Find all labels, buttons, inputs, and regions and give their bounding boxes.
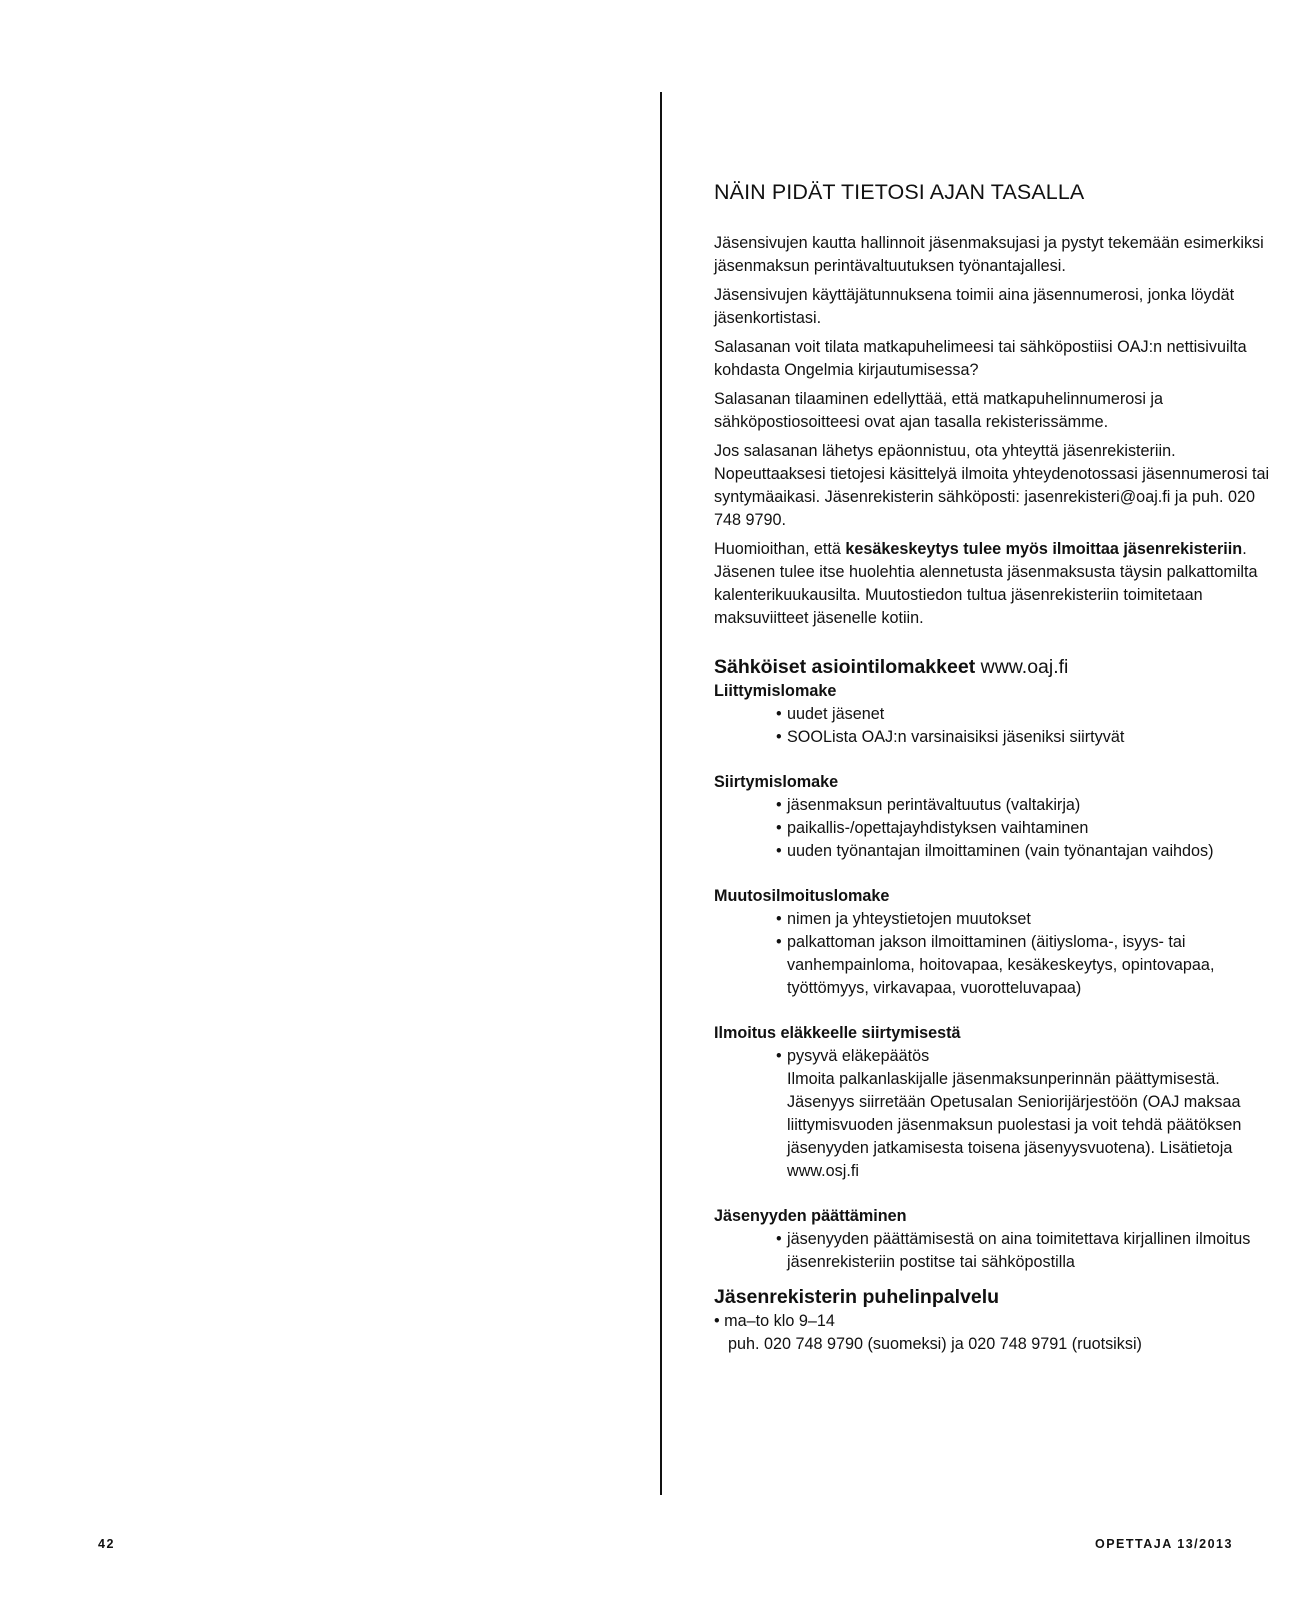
intro-paragraph: Jos salasanan lähetys epäonnistuu, ota yhteyttä jäsenrekisteriin. Nopeuttaaksesi tietojesi käsittelyä ilmoita yhteydenotossasi jäsennumerosi tai syntymäaikasi. Jäsenrekisterin sähköposti: jasenrekisteri@oaj.fi ja puh. 020 748 9790.: [714, 442, 1270, 529]
intro-paragraph: Jäsensivujen käyttäjätunnuksena toimii aina jäsennumerosi, jonka löydät jäsenkortistasi.: [714, 286, 1235, 327]
publication-footer: OPETTAJA 13/2013: [1095, 1537, 1233, 1551]
phone-hours: • ma–to klo 9–14: [714, 1312, 835, 1330]
column-divider: [660, 92, 662, 1495]
list-item: • SOOLista OAJ:n varsinaisiksi jäseniksi siirtyvät: [776, 726, 1284, 749]
list-item: • jäsenyyden päättämisestä on aina toimitettava kirjallinen ilmoitus jäsenrekisteriin postitse tai sähköpostilla: [776, 1228, 1284, 1274]
intro-text: [714, 232, 1284, 630]
intro-paragraph: Salasanan voit tilata matkapuhelimeesi tai sähköpostiisi OAJ:n nettisivuilta kohdasta Ongelmia kirjautumisessa?: [714, 338, 1247, 379]
phone-service-title: Jäsenrekisterin puhelinpalvelu: [714, 1286, 1000, 1308]
list-item: • pysyvä eläkepäätös: [776, 1045, 1284, 1068]
list-item: • uudet jäsenet: [776, 703, 1284, 726]
list-item: • palkattoman jakson ilmoittaminen (äitiysloma-, isyys- tai vanhempainloma, hoitovapaa, kesäkeskeytys, opintovapaa, työttömyys, virkavapaa, vuorotteluvapaa): [776, 931, 1284, 1000]
oaj-url: www.oaj.fi: [975, 656, 1069, 678]
list-item: • paikallis-/opettajayhdistyksen vaihtaminen: [776, 817, 1284, 840]
phone-numbers: puh. 020 748 9790 (suomeksi) ja 020 748 9791 (ruotsiksi): [728, 1335, 1142, 1353]
article-column: [714, 178, 1284, 1356]
note-emphasis: kesäkeskeytys tulee myös ilmoittaa jäsenrekisteriin: [845, 540, 1243, 558]
retirement-note: Ilmoita palkanlaskijalle jäsenmaksunperinnän päättymisestä. Jäsenyys siirretään Opetusalan Seniorijärjestöön (OAJ maksaa liittymisvuoden jäsenmaksun puolestasi ja voit tehdä päätöksen jäsenyyden jatkamisesta toisena jäsenyysvuotena). Lisätietoja www.osj.fi: [787, 1070, 1242, 1180]
form-block-elakkeelle: [714, 1022, 1284, 1183]
intro-paragraph: Salasanan tilaaminen edellyttää, että matkapuhelinnumerosi ja sähköpostiosoitteesi ovat ajan tasalla rekisterissämme.: [714, 390, 1164, 431]
list-item: • jäsenmaksun perintävaltuutus (valtakirja): [776, 794, 1284, 817]
form-name: Ilmoitus eläkkeelle siirtymisestä: [714, 1024, 961, 1042]
form-name: Siirtymislomake: [714, 773, 839, 791]
form-name: Jäsenyyden päättäminen: [714, 1207, 907, 1225]
form-block-siirtymislomake: [714, 771, 1284, 863]
list-item: • nimen ja yhteystietojen muutokset: [776, 908, 1284, 931]
form-block-liittymislomake: [714, 680, 1284, 749]
phone-service-info: [714, 1310, 1284, 1356]
intro-paragraph: Jäsensivujen kautta hallinnoit jäsenmaksujasi ja pystyt tekemään esimerkiksi jäsenmaksun perintävaltuutuksen työnantajallesi.: [714, 234, 1264, 275]
page-number: 42: [98, 1537, 115, 1551]
list-item: • uuden työnantajan ilmoittaminen (vain työnantajan vaihdos): [776, 840, 1284, 863]
forms-section-title: Sähköiset asiointilomakkeet www.oaj.fi: [714, 656, 1069, 678]
form-name: Muutosilmoituslomake: [714, 887, 890, 905]
form-block-paattaminen: [714, 1205, 1284, 1274]
page-title: NÄIN PIDÄT TIETOSI AJAN TASALLA: [714, 180, 1085, 204]
form-block-muutosilmoituslomake: [714, 885, 1284, 1000]
note-paragraph: Huomioithan, että kesäkeskeytys tulee myös ilmoittaa jäsenrekisteriin. Jäsenen tulee itse huolehtia alennetusta jäsenmaksusta täysin palkattomilta kalenterikuukausilta. Muutostiedon tultua jäsenrekisteriin toimitetaan maksuviitteet jäsenelle kotiin.: [714, 540, 1258, 627]
form-name: Liittymislomake: [714, 682, 837, 700]
